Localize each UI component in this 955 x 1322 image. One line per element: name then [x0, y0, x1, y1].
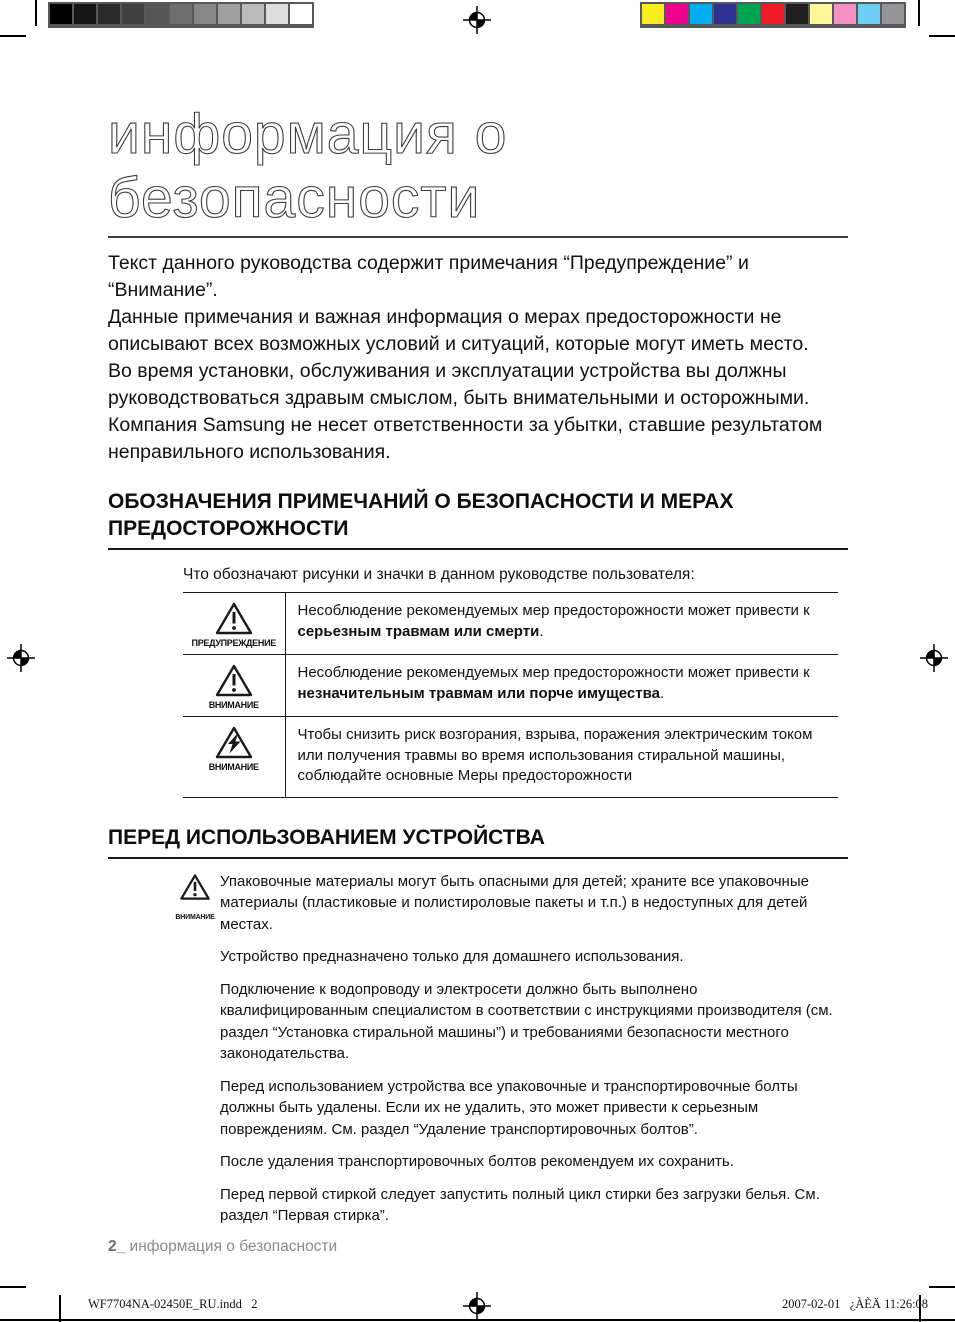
- calibration-swatch: [50, 4, 72, 24]
- crop-mark: [918, 0, 920, 26]
- warning-icon-cell: [183, 655, 285, 717]
- page-number: 2_: [108, 1238, 126, 1255]
- intro-paragraph: Текст данного руководства содержит примечания “Предупреждение” и “Внимание”.: [108, 252, 749, 301]
- crop-mark: [929, 1286, 955, 1288]
- page-title-line2: безопасности: [108, 166, 481, 230]
- calibration-swatch: [858, 4, 880, 24]
- list-item: Перед первой стиркой следует запустить полный цикл стирки без загрузки белья. См. раздел “Первая стирка”.: [220, 1185, 820, 1224]
- before-use-items: [108, 871, 848, 1227]
- warning-exclamation-triangle-icon: [214, 663, 254, 698]
- page-title-line1: информация о: [108, 102, 508, 166]
- crop-mark: [35, 0, 37, 26]
- warning-text-cell: [285, 717, 838, 798]
- row-text: .: [539, 622, 544, 640]
- intro-paragraphs: [108, 250, 848, 466]
- list-item: Устройство предназначено только для домашнего использования.: [220, 948, 684, 965]
- list-item: [175, 871, 846, 936]
- list-item: Подключение к водопроводу и электросети должно быть выполнено квалифицированным специалистом в соответствии с инструкциями производителя (см. раздел “Установка стиральной машины”) и требованиями безопасности местного законодательства.: [220, 980, 833, 1062]
- safety-symbols-table: [183, 592, 838, 798]
- warning-icon-label: ПРЕДУПРЕЖДЕНИЕ: [191, 638, 276, 648]
- table-row: [183, 655, 838, 717]
- warning-text-cell: [285, 593, 838, 655]
- warning-text-cell: [285, 655, 838, 717]
- crop-mark: [0, 35, 26, 37]
- slug-tick: [59, 1295, 61, 1322]
- warning-icon-cell: [183, 717, 285, 798]
- row-text-bold: незначительным травмам или порче имущества: [297, 684, 660, 702]
- table-intro-text: Что обозначают рисунки и значки в данном руководстве пользователя:: [183, 566, 695, 583]
- intro-paragraph: Данные примечания и важная информация о мерах предосторожности не описывают всех возможных условий и ситуаций, которые могут иметь место.: [108, 306, 809, 355]
- list-item: Перед использованием устройства все упаковочные и транспортировочные болты должны быть удалены. Если их не удалить, это может привести к серьезным повреждениям. См. раздел “Удаление транспортировочных болтов”.: [220, 1077, 798, 1138]
- electric-hazard-triangle-icon: [214, 725, 254, 760]
- section-heading-before-use: ПЕРЕД ИСПОЛЬЗОВАНИЕМ УСТРОЙСТВА: [108, 824, 848, 859]
- registration-mark-icon: [7, 644, 35, 672]
- list-item: После удаления транспортировочных болтов рекомендуем их сохранить.: [220, 1153, 734, 1170]
- warning-icon-cell: [183, 593, 285, 655]
- crop-mark: [0, 1286, 26, 1288]
- warning-icon-label: ВНИМАНИЕ: [208, 762, 259, 772]
- row-text: Несоблюдение рекомендуемых мер предосторожности может привести к: [297, 664, 810, 681]
- table-row: [183, 717, 838, 798]
- page-title: [108, 102, 848, 238]
- calibration-swatch: [882, 4, 904, 24]
- row-text-bold: серьезным травмам или смерти: [297, 622, 540, 640]
- print-date-info: 2007-02-01 ¿ÀÈÄ 11:26:08: [782, 1297, 929, 1311]
- warning-exclamation-triangle-icon: [179, 873, 211, 901]
- warning-icon-label: ВНИМАНИЕ: [208, 700, 259, 710]
- registration-mark-icon: [463, 1292, 491, 1320]
- print-file-info: WF7704NA-02450E_RU.indd 2: [88, 1297, 258, 1311]
- footer-label: информация о безопасности: [125, 1238, 338, 1255]
- page-footer: [108, 1238, 337, 1256]
- table-row: [183, 593, 838, 655]
- crop-mark: [929, 35, 955, 37]
- intro-paragraph: Во время установки, обслуживания и эксплуатации устройства вы должны руководствоваться здравым смыслом, быть внимательными и осторожными. Компания Samsung не несет ответственности за убытки, ставшие результатом неправильного использования.: [108, 360, 823, 463]
- page-content: [108, 0, 848, 1238]
- registration-mark-icon: [920, 644, 948, 672]
- row-text: Несоблюдение рекомендуемых мер предосторожности может привести к: [297, 602, 810, 619]
- calibration-swatch: [74, 4, 96, 24]
- mini-warning-badge: [172, 873, 218, 929]
- warning-exclamation-triangle-icon: [214, 601, 254, 636]
- item-text: Упаковочные материалы могут быть опасными для детей; храните все упаковочные материалы (пластиковые и полистироловые пакеты и т.п.) в недоступных для детей местах.: [220, 872, 809, 933]
- section-heading-safety-symbols: ОБОЗНАЧЕНИЯ ПРИМЕЧАНИЙ О БЕЗОПАСНОСТИ И МЕРАХ ПРЕДОСТОРОЖНОСТИ: [108, 488, 848, 550]
- warning-icon-label: ВНИМАНИЕ: [175, 914, 215, 921]
- row-text: .: [659, 684, 665, 702]
- row-text: Чтобы снизить риск возгорания, взрыва, поражения электрическим током или получения травмы во время использования стиральной машины, соблюдайте основные Меры предосторожности: [297, 726, 813, 784]
